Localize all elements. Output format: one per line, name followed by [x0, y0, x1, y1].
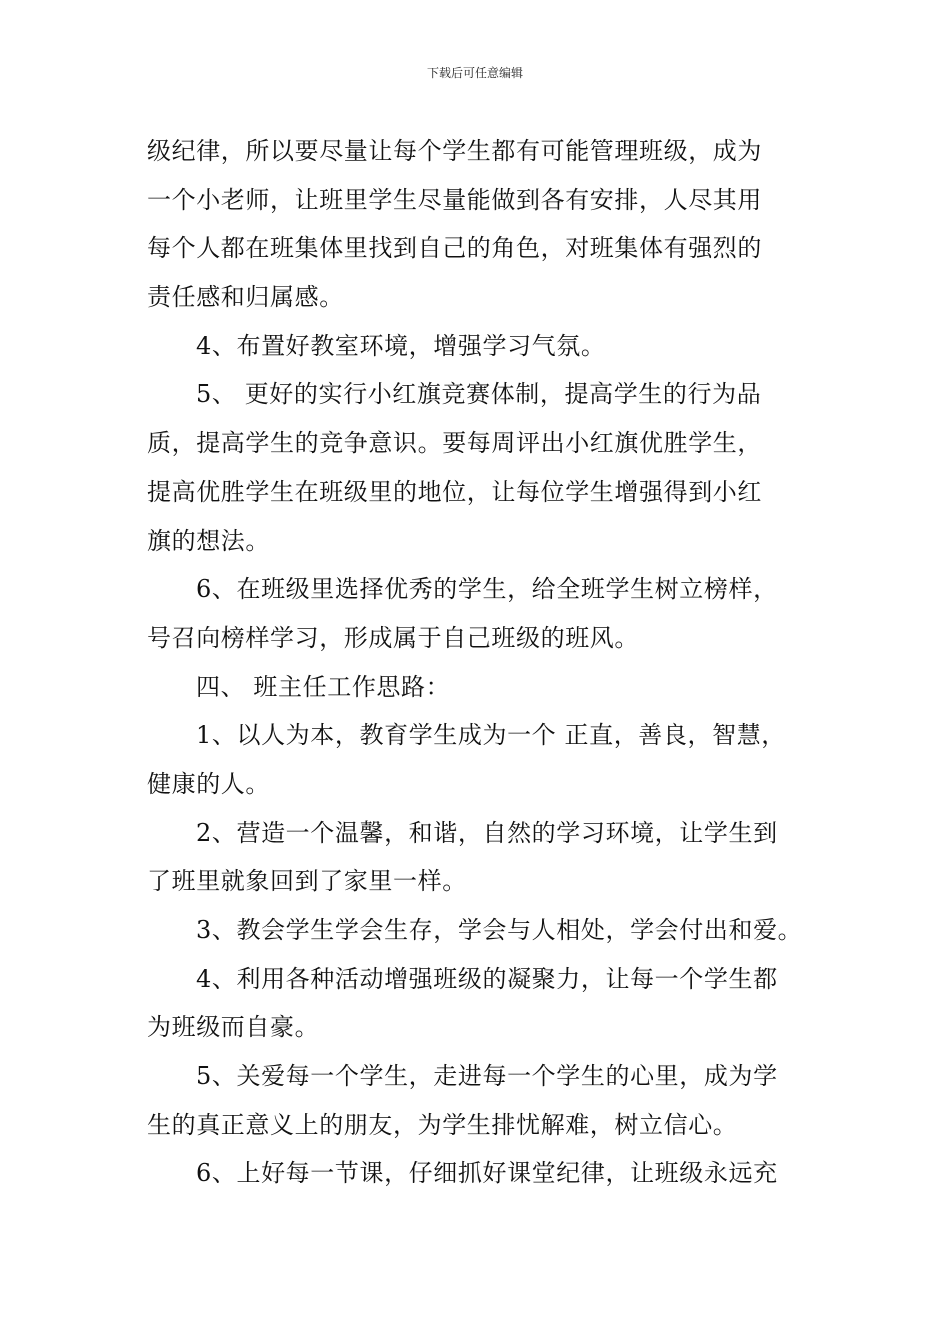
- section-heading: 四、 班主任工作思路：: [196, 672, 451, 701]
- text-line: 为班级而自豪。: [147, 1013, 320, 1042]
- text-line: 一个小老师，让班里学生尽量能做到各有安排，人尽其用: [147, 185, 762, 214]
- paragraph-item-5: 5、 更好的实行小红旗竞赛体制，提高学生的行为品: [196, 380, 762, 409]
- text-line: 每个人都在班集体里找到自己的角色，对班集体有强烈的: [147, 234, 762, 263]
- text-line: 质，提高学生的竞争意识。要每周评出小红旗优胜学生，: [147, 429, 762, 458]
- document-body: [147, 127, 827, 1198]
- text-line: 生的真正意义上的朋友，为学生排忧解难，树立信心。: [147, 1110, 738, 1139]
- text-line: 提高优胜学生在班级里的地位，让每位学生增强得到小红: [147, 477, 762, 506]
- paragraph-item-3: 3、教会学生学会生存，学会与人相处，学会付出和爱。: [196, 916, 803, 944]
- paragraph-item-1: 1、以人为本，教育学生成为一个 正直，善良，智慧，: [196, 721, 786, 750]
- text-line: 责任感和归属感。: [147, 283, 344, 312]
- paragraph-item-6: 6、在班级里选择优秀的学生，给全班学生树立榜样，: [196, 575, 778, 604]
- paragraph-item-2: 2、营造一个温馨，和谐，自然的学习环境，让学生到: [196, 818, 778, 847]
- paragraph-item-4: 4、布置好教室环境，增强学习气氛。: [196, 331, 606, 360]
- paragraph-item-4b: 4、利用各种活动增强班级的凝聚力，让每一个学生都: [196, 964, 778, 993]
- text-line: 旗的想法。: [147, 526, 270, 555]
- text-line: 了班里就象回到了家里一样。: [147, 867, 467, 896]
- text-line: 级纪律，所以要尽量让每个学生都有可能管理班级，成为: [147, 137, 762, 165]
- page-header: 下载后可任意编辑: [426, 66, 523, 80]
- text-line: 健康的人。: [147, 769, 270, 798]
- text-line: 号召向榜样学习，形成属于自己班级的班风。: [147, 623, 639, 652]
- paragraph-item-6b: 6、上好每一节课，仔细抓好课堂纪律，让班级永远充: [196, 1159, 778, 1188]
- paragraph-item-5b: 5、关爱每一个学生，走进每一个学生的心里，成为学: [196, 1062, 778, 1091]
